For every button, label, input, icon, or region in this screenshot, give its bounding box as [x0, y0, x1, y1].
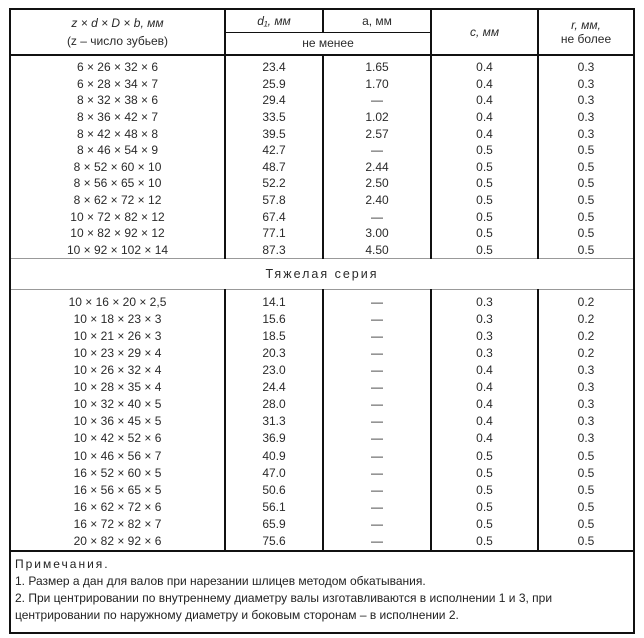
cell-a: 2.44: [323, 159, 431, 176]
cell-r: 0.3: [538, 125, 633, 142]
table-row: [11, 208, 633, 225]
header-c-label: c, мм: [469, 25, 500, 39]
cell-a: 1.02: [323, 109, 431, 126]
cell-r: 0.3: [538, 413, 633, 430]
cell-a: —: [323, 344, 431, 361]
cell-c: 0.5: [431, 532, 538, 549]
cell-r: 0.5: [538, 481, 633, 498]
cell-c: 0.4: [431, 109, 538, 126]
cell-size: 8 × 62 × 72 × 12: [73, 193, 162, 208]
cell-c: 0.5: [431, 208, 538, 225]
cell-size: 10 × 82 × 92 × 12: [70, 226, 165, 241]
cell-r: 0.3: [538, 379, 633, 396]
cell-size: 10 × 92 × 102 × 14: [66, 242, 169, 257]
cell-c: 0.4: [431, 396, 538, 413]
table-row: [11, 55, 633, 76]
cell-a: 2.57: [323, 125, 431, 142]
cell-c: 0.5: [431, 225, 538, 242]
cell-size: 8 × 52 × 60 × 10: [73, 159, 162, 174]
cell-c: 0.5: [431, 175, 538, 192]
cell-a: 2.50: [323, 175, 431, 192]
table-row: [11, 327, 633, 344]
cell-r: 0.2: [538, 344, 633, 361]
cell-a: 4.50: [323, 242, 431, 259]
cell-r: 0.5: [538, 532, 633, 549]
table-row: [11, 225, 633, 242]
cell-r: 0.3: [538, 396, 633, 413]
cell-d1: 33.5: [225, 109, 323, 126]
cell-d1: 20.3: [225, 344, 323, 361]
cell-size: 10 × 16 × 20 × 2,5: [68, 294, 167, 309]
cell-c: 0.4: [431, 76, 538, 93]
cell-d1: 67.4: [225, 208, 323, 225]
cell-r: 0.3: [538, 362, 633, 379]
header-r-label: r, мм,: [571, 18, 601, 32]
table-row: [11, 481, 633, 498]
cell-d1: 52.2: [225, 175, 323, 192]
cell-c: 0.3: [431, 310, 538, 327]
cell-a: —: [323, 481, 431, 498]
cell-c: 0.5: [431, 192, 538, 209]
header-size: [11, 10, 225, 32]
cell-d1: 75.6: [225, 532, 323, 549]
cell-d1: 42.7: [225, 142, 323, 159]
heavy-series-rows: [11, 290, 633, 550]
cell-size: 16 × 56 × 65 × 5: [73, 482, 162, 497]
cell-c: 0.3: [431, 290, 538, 311]
cell-size: 10 × 32 × 40 × 5: [73, 397, 162, 412]
cell-r: 0.3: [538, 76, 633, 93]
header-size-label: z × d × D × b, мм: [71, 16, 164, 30]
cell-c: 0.5: [431, 464, 538, 481]
cell-size: 6 × 28 × 34 × 7: [76, 76, 159, 91]
cell-d1: 56.1: [225, 498, 323, 515]
cell-c: 0.3: [431, 344, 538, 361]
cell-d1: 28.0: [225, 396, 323, 413]
cell-r: 0.2: [538, 290, 633, 311]
cell-d1: 29.4: [225, 92, 323, 109]
table-row: [11, 242, 633, 259]
cell-d1: 23.0: [225, 362, 323, 379]
cell-d1: 36.9: [225, 430, 323, 447]
cell-r: 0.3: [538, 55, 633, 76]
cell-c: 0.5: [431, 159, 538, 176]
cell-r: 0.3: [538, 92, 633, 109]
cell-d1: 65.9: [225, 515, 323, 532]
spline-shaft-table: [9, 8, 635, 634]
table-row: [11, 175, 633, 192]
table-row: [11, 290, 633, 311]
cell-a: —: [323, 532, 431, 549]
cell-d1: 14.1: [225, 290, 323, 311]
cell-a: —: [323, 142, 431, 159]
cell-c: 0.5: [431, 142, 538, 159]
cell-c: 0.4: [431, 362, 538, 379]
cell-d1: 18.5: [225, 327, 323, 344]
cell-a: —: [323, 413, 431, 430]
cell-r: 0.3: [538, 109, 633, 126]
table-row: [11, 430, 633, 447]
notes-title: Примечания.: [15, 556, 110, 571]
cell-size: 10 × 42 × 52 × 6: [73, 431, 162, 446]
medium-series-rows: [11, 55, 633, 259]
cell-d1: 77.1: [225, 225, 323, 242]
cell-r: 0.3: [538, 430, 633, 447]
cell-size: 8 × 56 × 65 × 10: [73, 176, 162, 191]
cell-d1: 15.6: [225, 310, 323, 327]
cell-c: 0.4: [431, 379, 538, 396]
cell-size: 10 × 18 × 23 × 3: [73, 311, 162, 326]
cell-a: —: [323, 362, 431, 379]
table-row: [11, 310, 633, 327]
table-row: [11, 532, 633, 549]
table-row: [11, 362, 633, 379]
header-size-sub: (z – число зубьев): [11, 32, 225, 55]
cell-d1: 48.7: [225, 159, 323, 176]
cell-d1: 50.6: [225, 481, 323, 498]
cell-size: 16 × 72 × 82 × 7: [73, 516, 162, 531]
header-r-sub: не более: [560, 32, 612, 46]
cell-d1: 57.8: [225, 192, 323, 209]
cell-d1: 87.3: [225, 242, 323, 259]
header-d1: [225, 10, 323, 32]
cell-r: 0.2: [538, 310, 633, 327]
cell-size: 8 × 36 × 42 × 7: [76, 110, 159, 125]
cell-c: 0.4: [431, 413, 538, 430]
cell-size: 10 × 21 × 26 × 3: [73, 328, 162, 343]
cell-a: 1.65: [323, 55, 431, 76]
cell-c: 0.5: [431, 515, 538, 532]
cell-a: —: [323, 515, 431, 532]
cell-size: 10 × 26 × 32 × 4: [73, 363, 162, 378]
table-row: [11, 447, 633, 464]
cell-d1: 25.9: [225, 76, 323, 93]
note-2: 2. При центрировании по внутреннему диаметру валы изготавливаются в исполнении 1 и 3, при центрировании по наружному диаметру и боковым сторонам – в исполнении 2.: [15, 590, 553, 622]
cell-d1: 31.3: [225, 413, 323, 430]
note-1: 1. Размер a дан для валов при нарезании шлицев методом обкатывания.: [15, 573, 426, 588]
cell-d1: 47.0: [225, 464, 323, 481]
cell-a: —: [323, 310, 431, 327]
cell-r: 0.5: [538, 515, 633, 532]
section-row: [11, 259, 633, 290]
cell-r: 0.5: [538, 464, 633, 481]
table-row: [11, 515, 633, 532]
cell-d1: 40.9: [225, 447, 323, 464]
cell-a: —: [323, 92, 431, 109]
cell-c: 0.4: [431, 430, 538, 447]
cell-a: —: [323, 396, 431, 413]
table-row: [11, 92, 633, 109]
section-title-heavy: Тяжелая серия: [11, 259, 633, 290]
table-row: [11, 379, 633, 396]
table-row: [11, 498, 633, 515]
table-row: [11, 159, 633, 176]
cell-size: 8 × 32 × 38 × 6: [76, 93, 159, 108]
cell-r: 0.5: [538, 208, 633, 225]
table-row: [11, 125, 633, 142]
cell-size: 16 × 62 × 72 × 6: [73, 499, 162, 514]
cell-c: 0.4: [431, 92, 538, 109]
cell-size: 8 × 46 × 54 × 9: [76, 143, 159, 158]
header-a: a, мм: [323, 10, 431, 32]
header-r: [538, 10, 633, 55]
cell-size: 6 × 26 × 32 × 6: [76, 60, 159, 75]
cell-d1: 23.4: [225, 55, 323, 76]
cell-size: 10 × 46 × 56 × 7: [73, 448, 162, 463]
cell-a: —: [323, 430, 431, 447]
table-row: [11, 109, 633, 126]
table-row: [11, 192, 633, 209]
table-row: [11, 464, 633, 481]
table-row: [11, 76, 633, 93]
cell-a: 2.40: [323, 192, 431, 209]
cell-size: 8 × 42 × 48 × 8: [76, 126, 159, 141]
cell-size: 16 × 52 × 60 × 5: [73, 465, 162, 480]
cell-d1: 39.5: [225, 125, 323, 142]
cell-c: 0.4: [431, 125, 538, 142]
cell-r: 0.5: [538, 498, 633, 515]
cell-r: 0.5: [538, 159, 633, 176]
cell-r: 0.5: [538, 142, 633, 159]
cell-a: —: [323, 208, 431, 225]
cell-a: —: [323, 379, 431, 396]
cell-r: 0.2: [538, 327, 633, 344]
cell-c: 0.5: [431, 447, 538, 464]
cell-a: —: [323, 290, 431, 311]
table-row: [11, 344, 633, 361]
header-min-note: не менее: [225, 32, 431, 55]
cell-c: 0.4: [431, 55, 538, 76]
cell-a: —: [323, 447, 431, 464]
cell-c: 0.5: [431, 242, 538, 259]
dimensions-table: [11, 10, 633, 550]
table-row: [11, 413, 633, 430]
cell-r: 0.5: [538, 242, 633, 259]
cell-size: 10 × 23 × 29 × 4: [73, 345, 162, 360]
cell-r: 0.5: [538, 192, 633, 209]
table-row: [11, 142, 633, 159]
cell-a: —: [323, 498, 431, 515]
cell-r: 0.5: [538, 447, 633, 464]
cell-size: 10 × 36 × 45 × 5: [73, 414, 162, 429]
cell-a: —: [323, 327, 431, 344]
cell-r: 0.5: [538, 175, 633, 192]
cell-d1: 24.4: [225, 379, 323, 396]
cell-c: 0.5: [431, 481, 538, 498]
cell-r: 0.5: [538, 225, 633, 242]
header-c: [431, 10, 538, 55]
cell-size: 10 × 72 × 82 × 12: [70, 209, 165, 224]
cell-c: 0.5: [431, 498, 538, 515]
notes: [11, 550, 633, 632]
cell-a: 3.00: [323, 225, 431, 242]
header-d1-label: d₁, мм: [257, 13, 291, 28]
cell-c: 0.3: [431, 327, 538, 344]
cell-a: 1.70: [323, 76, 431, 93]
cell-size: 10 × 28 × 35 × 4: [73, 380, 162, 395]
table-row: [11, 396, 633, 413]
cell-size: 20 × 82 × 92 × 6: [73, 533, 162, 548]
cell-a: —: [323, 464, 431, 481]
